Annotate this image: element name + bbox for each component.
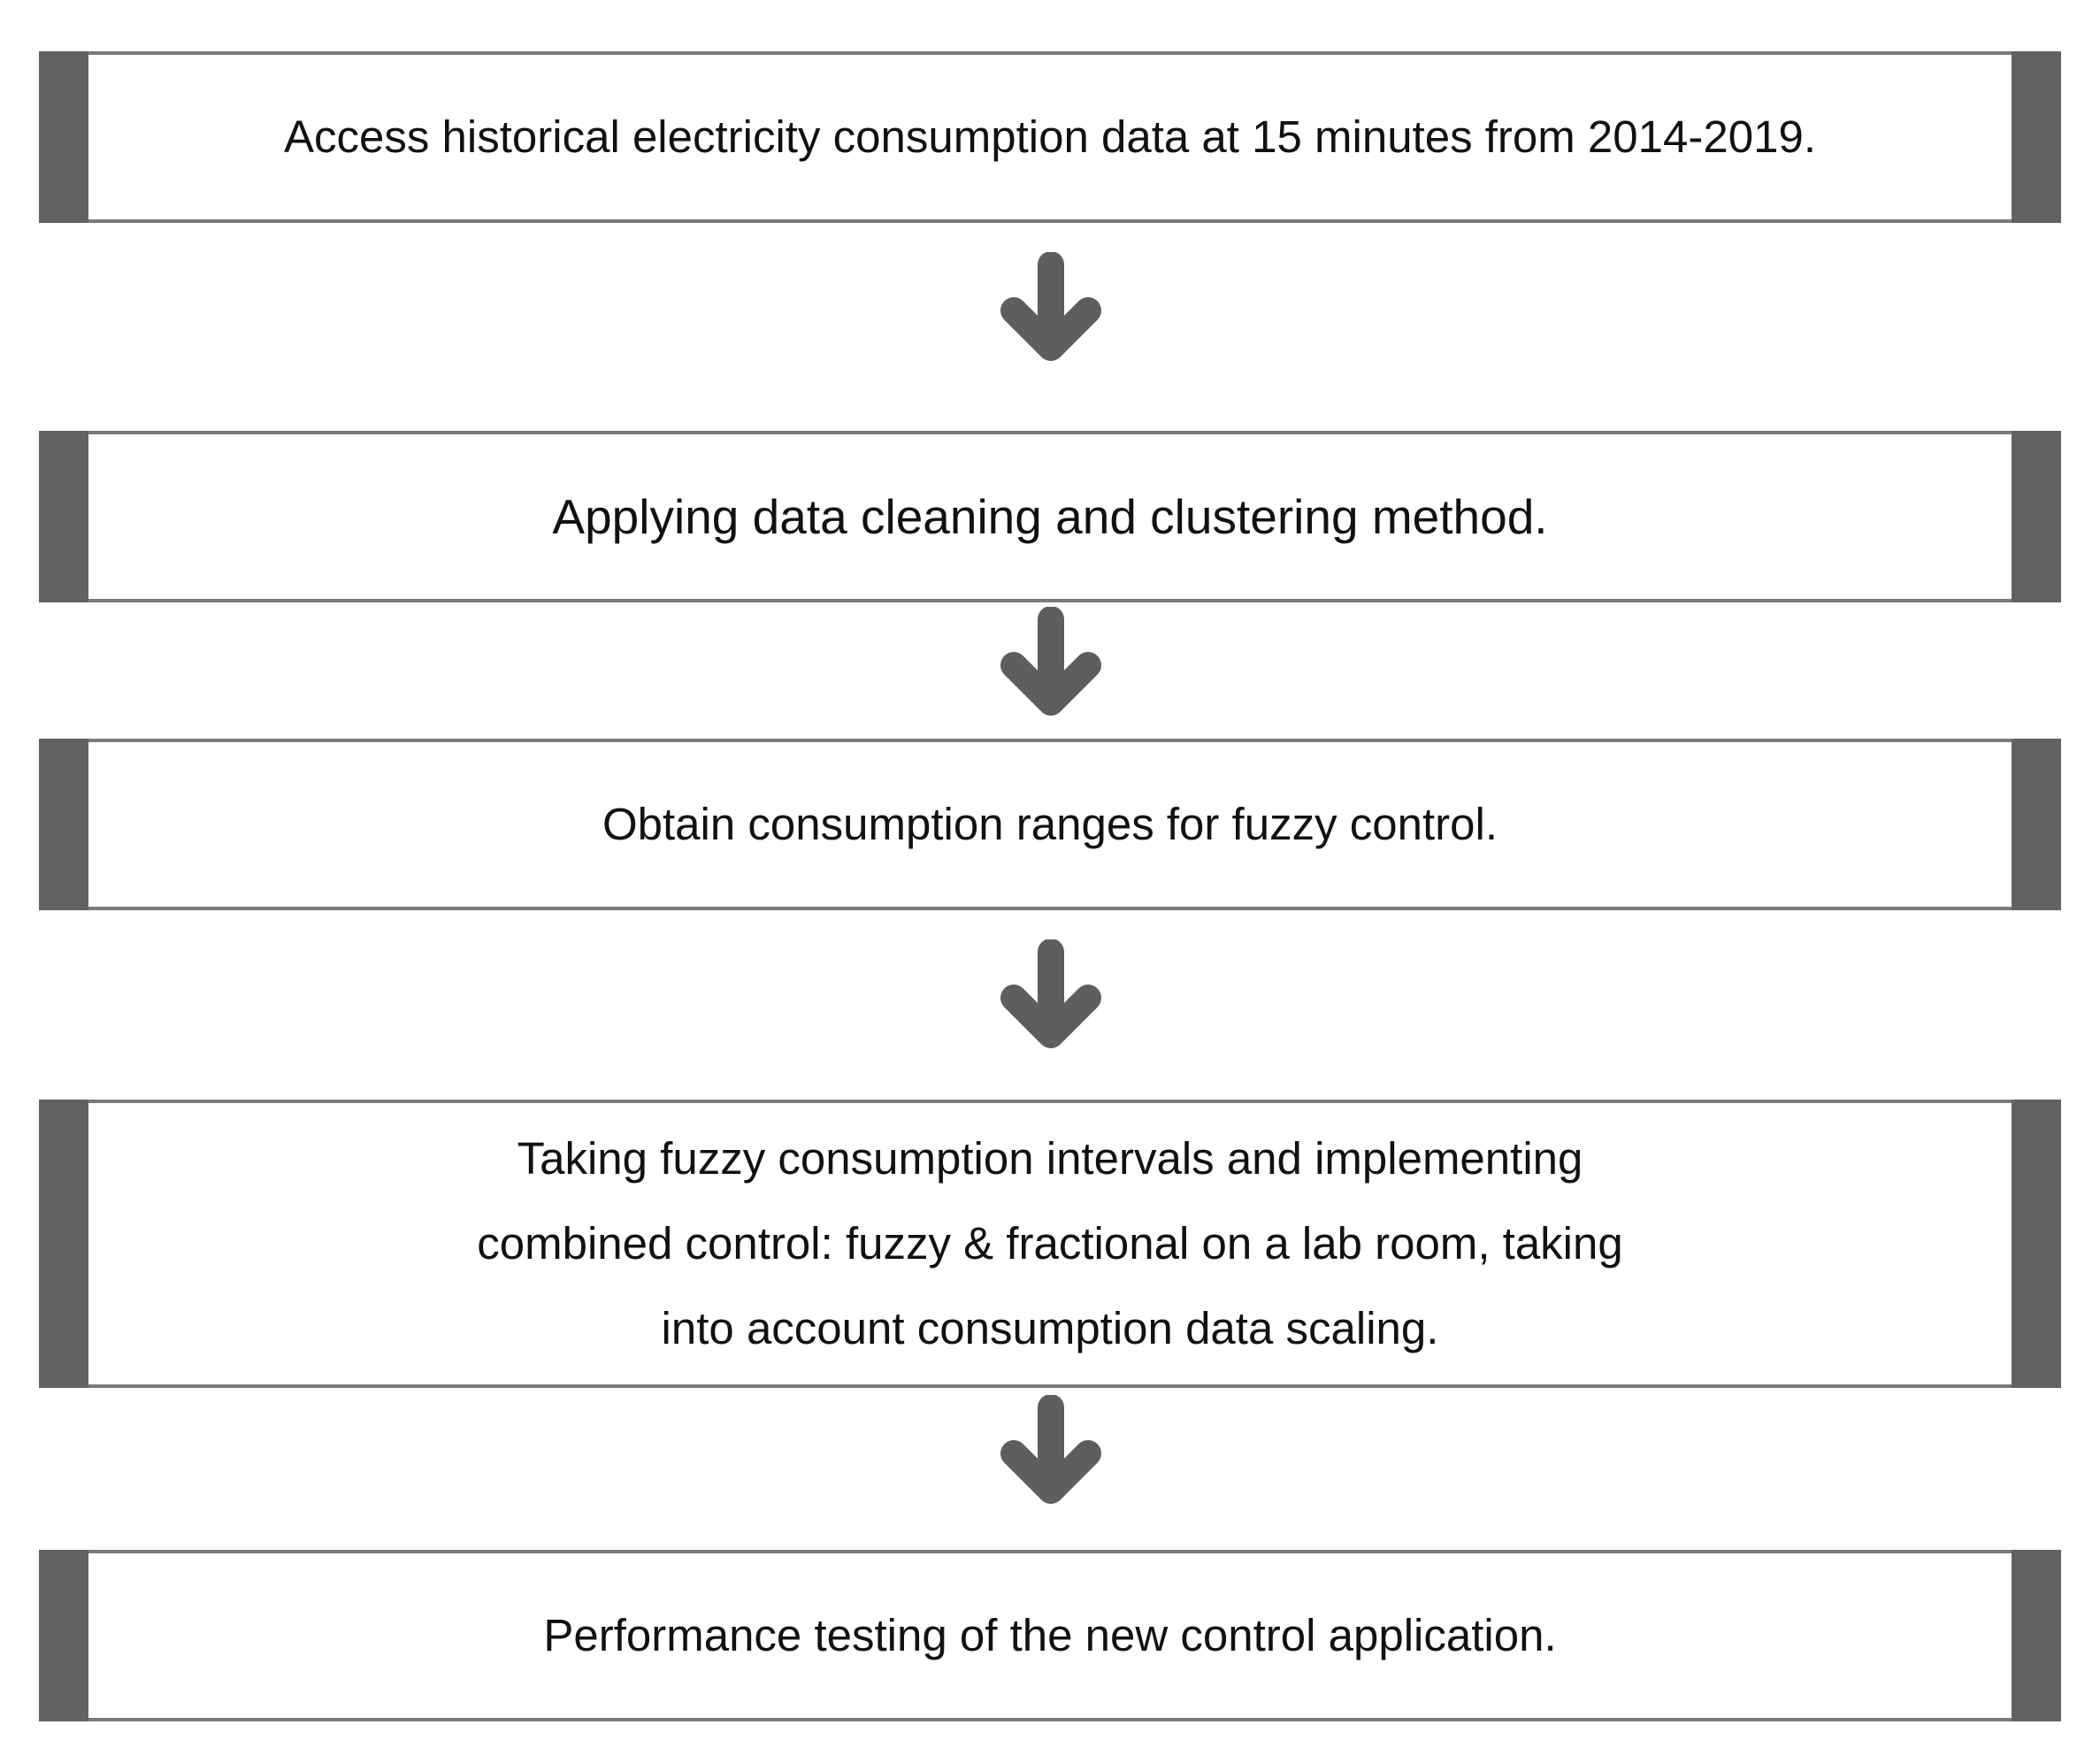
step-2-line-1: Applying data cleaning and clustering method.	[552, 489, 1548, 544]
arrow-down-icon	[998, 252, 1104, 367]
step-4-line-1: Taking fuzzy consumption intervals and implementing	[517, 1133, 1583, 1184]
arrow-down-icon	[998, 607, 1104, 722]
step-bar-right	[2012, 1100, 2061, 1388]
step-bar-left	[39, 1550, 88, 1721]
step-bar-left	[39, 1100, 88, 1388]
step-text-3	[496, 782, 1604, 867]
step-5-line-1: Performance testing of the new control application.	[543, 1610, 1557, 1660]
arrow-down-icon	[998, 1395, 1104, 1510]
step-1-line-1: Access historical electricity consumption data at 15 minutes from 2014-2019.	[283, 111, 1816, 162]
step-bar-left	[39, 739, 88, 910]
step-4-line-2: combined control: fuzzy & fractional on a lab room, taking	[477, 1218, 1623, 1269]
step-box-2	[39, 431, 2061, 602]
step-3-line-1: Obtain consumption ranges for fuzzy control.	[602, 799, 1498, 849]
step-bar-right	[2012, 431, 2061, 602]
step-bar-right	[2012, 51, 2061, 223]
step-box-3	[39, 739, 2061, 910]
step-text-5	[437, 1593, 1662, 1678]
step-box-4	[39, 1100, 2061, 1388]
arrow-down-icon	[998, 939, 1104, 1054]
step-text-1	[178, 95, 1922, 180]
step-4-line-3: into account consumption data scaling.	[661, 1303, 1439, 1353]
step-text-4	[371, 1116, 1729, 1371]
step-bar-right	[2012, 739, 2061, 910]
step-text-2	[446, 474, 1653, 559]
step-box-5	[39, 1550, 2061, 1721]
step-bar-left	[39, 51, 88, 223]
step-bar-right	[2012, 1550, 2061, 1721]
step-bar-left	[39, 431, 88, 602]
step-box-1	[39, 51, 2061, 223]
